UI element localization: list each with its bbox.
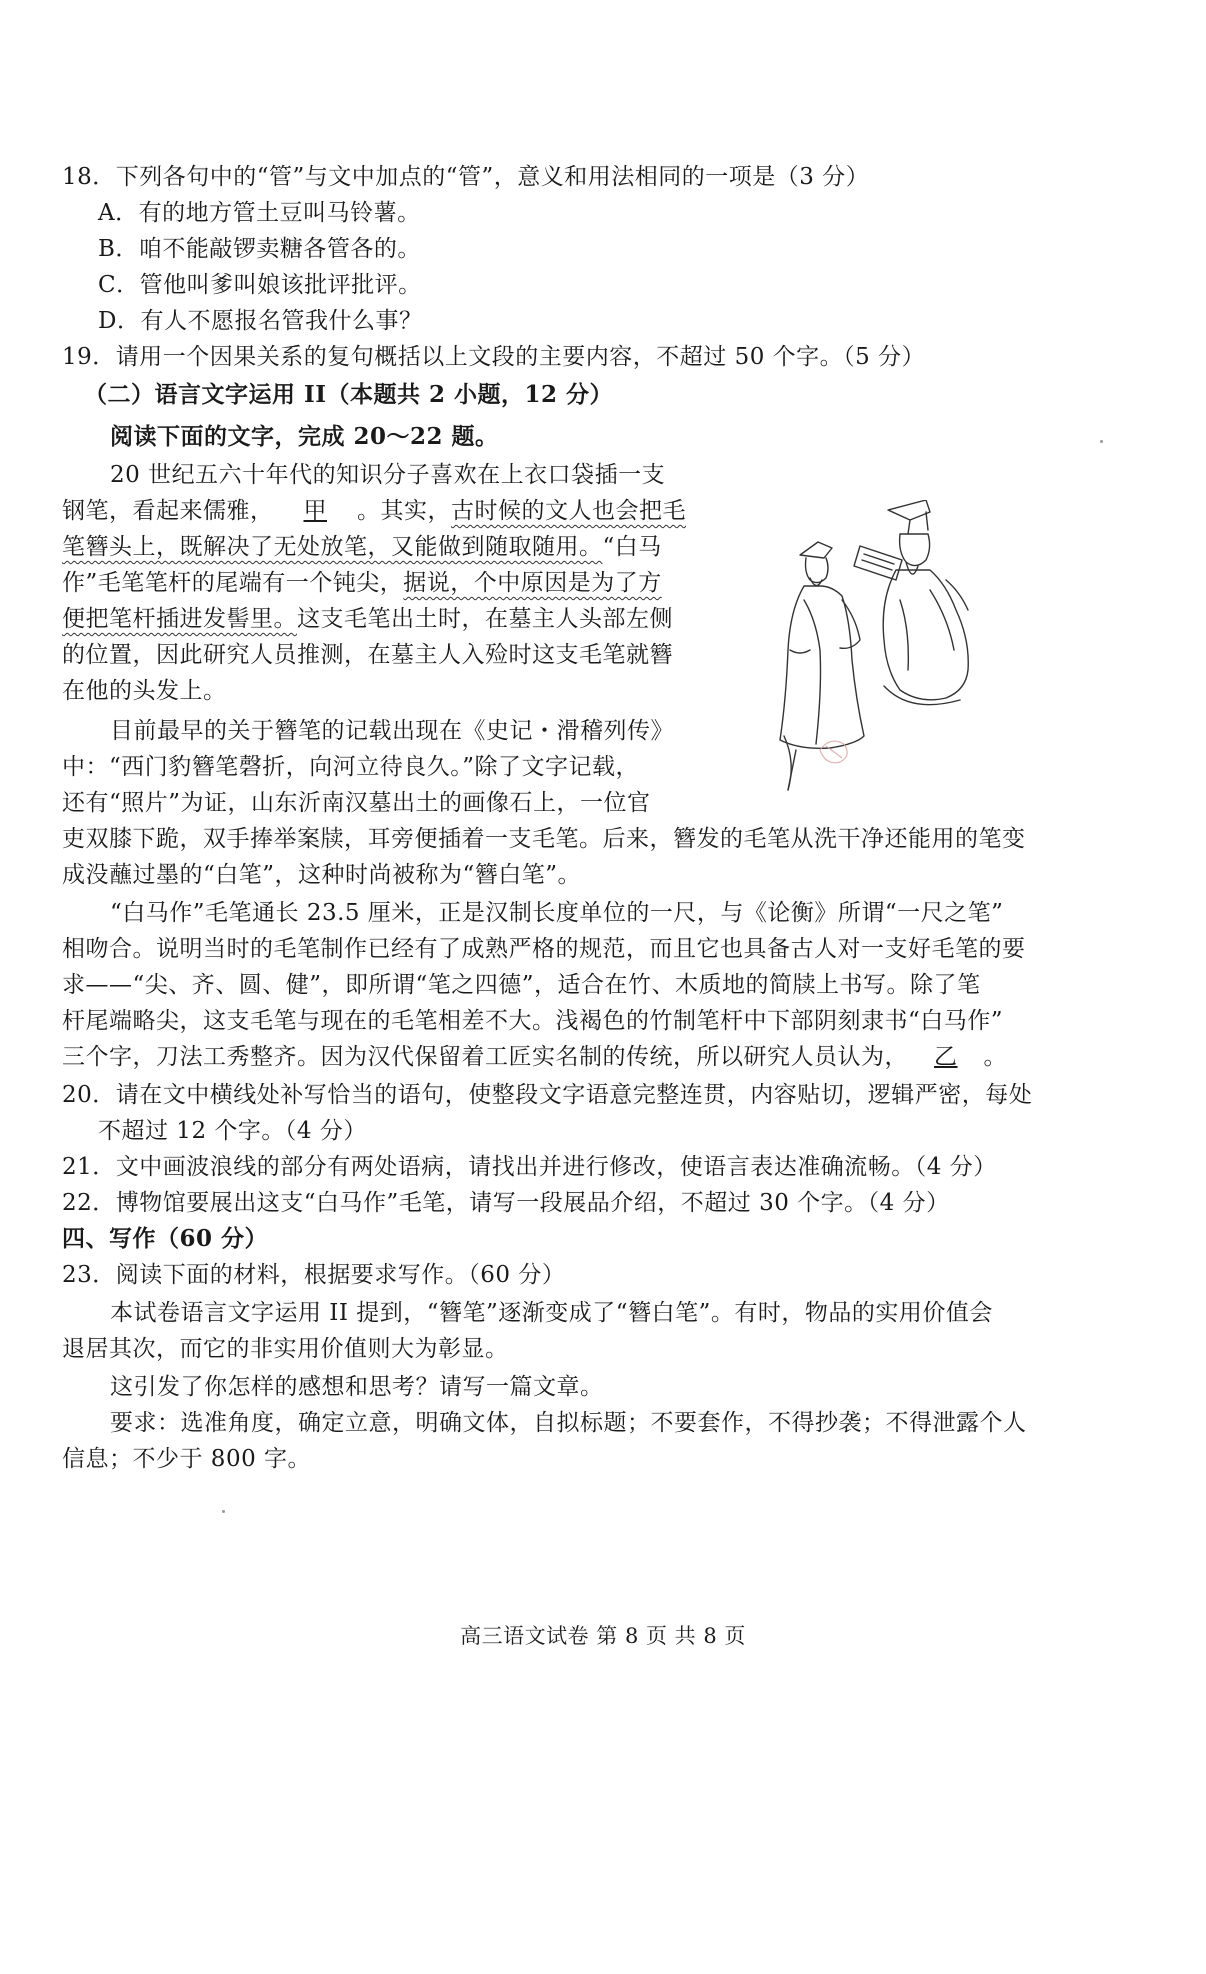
passage-line	[62, 1042, 1007, 1072]
scan-speck	[222, 1510, 225, 1513]
q23-material-line: 退居其次，而它的非实用价值则大为彰显。	[62, 1336, 509, 1362]
wavy-underlined-text: 便把笔杆插进发髻里。	[62, 606, 297, 632]
passage-line: 目前最早的关于簪笔的记载出现在《史记・滑稽列传》	[110, 718, 674, 744]
q18-stem: 18．下列各句中的“管”与文中加点的“管”，意义和用法相同的一项是（3 分）	[62, 164, 870, 190]
blank-yi: 乙	[934, 1044, 958, 1070]
q23-prompt-line: 这引发了你怎样的感想和思考？请写一篇文章。	[110, 1374, 604, 1400]
q23-requirement-line: 要求：选准角度，确定立意，明确文体，自拟标题；不要套作，不得抄袭；不得泄露个人	[110, 1410, 1027, 1436]
scan-speck	[1100, 440, 1103, 443]
wavy-underlined-text: 笔簪头上，既解决了无处放笔，又能做到随取随用。	[62, 534, 603, 560]
passage-text: 作”毛笔笔杆的尾端有一个钝尖，	[62, 570, 404, 596]
passage-line	[62, 568, 662, 598]
q21-stem: 21．文中画波浪线的部分有两处语病，请找出并进行修改，使语言表达准确流畅。（4 分）	[62, 1154, 997, 1180]
passage-line: 成没蘸过墨的“白笔”，这种时尚被称为“簪白笔”。	[62, 862, 582, 888]
passage-text: 。其实，	[357, 498, 451, 524]
wavy-underlined-text: 据说，个中原因是为了方	[403, 570, 662, 596]
han-officials-illustration	[760, 500, 1010, 800]
passage-line: 中：“西门豹簪笔磬折，向河立待良久。”除了文字记载，	[62, 754, 640, 780]
passage-line	[62, 604, 673, 634]
q23-requirement-line: 信息；不少于 800 字。	[62, 1446, 312, 1472]
q18-option-d: D．有人不愿报名管我什么事？	[98, 308, 423, 334]
passage-line: 还有“照片”为证，山东沂南汉墓出土的画像石上，一位官	[62, 790, 651, 816]
q18-option-a: A．有的地方管土豆叫马铃薯。	[98, 200, 421, 226]
page-footer: 高三语文试卷 第 8 页 共 8 页	[460, 1624, 746, 1648]
passage-text: “白马	[602, 534, 662, 560]
q20-stem-cont: 不超过 12 个字。（4 分）	[98, 1118, 367, 1144]
section2-instruction: 阅读下面的文字，完成 20～22 题。	[110, 423, 499, 450]
passage-text: 三个字，刀法工秀整齐。因为汉代保留着工匠实名制的传统，所以研究人员认为，	[62, 1044, 908, 1070]
q20-stem: 20．请在文中横线处补写恰当的语句，使整段文字语意完整连贯，内容贴切，逻辑严密，每处	[62, 1082, 1033, 1108]
passage-text: 这支毛笔出土时，在墓主人头部左侧	[297, 606, 673, 632]
passage-line	[62, 532, 662, 562]
q19-stem: 19．请用一个因果关系的复句概括以上文段的主要内容，不超过 50 个字。（5 分）	[62, 344, 926, 370]
passage-line: 20 世纪五六十年代的知识分子喜欢在上衣口袋插一支	[110, 462, 666, 488]
passage-text: 。	[983, 1044, 1007, 1070]
passage-line: 相吻合。说明当时的毛笔制作已经有了成熟严格的规范，而且它也具备古人对一支好毛笔的要	[62, 936, 1026, 962]
passage-line	[62, 496, 686, 526]
wavy-underlined-text: 古时候的文人也会把毛	[451, 498, 686, 524]
passage-line: 求——“尖、齐、圆、健”，即所谓“笔之四德”，适合在竹、木质地的简牍上书写。除了笔	[62, 972, 981, 998]
q23-stem: 23．阅读下面的材料，根据要求写作。（60 分）	[62, 1262, 566, 1288]
passage-line: 杆尾端略尖，这支毛笔与现在的毛笔相差不大。浅褐色的竹制笔杆中下部阴刻隶书“白马作”	[62, 1008, 1004, 1034]
passage-line: 吏双膝下跪，双手捧举案牍，耳旁便插着一支毛笔。后来，簪发的毛笔从洗干净还能用的笔变	[62, 826, 1026, 852]
q23-material-line: 本试卷语言文字运用 II 提到，“簪笔”逐渐变成了“簪白笔”。有时，物品的实用价值会	[110, 1300, 993, 1326]
section4-title: 四、写作（60 分）	[62, 1225, 269, 1252]
q22-stem: 22．博物馆要展出这支“白马作”毛笔，请写一段展品介绍，不超过 30 个字。（4 分）	[62, 1190, 950, 1216]
section2-title: （二）语言文字运用 II（本题共 2 小题，12 分）	[84, 381, 614, 408]
passage-text: 钢笔，看起来儒雅，	[62, 498, 274, 524]
q18-option-b: B．咱不能敲锣卖糖各管各的。	[98, 236, 421, 262]
blank-jia: 甲	[303, 498, 327, 524]
q18-option-c: C．管他叫爹叫娘该批评批评。	[98, 272, 422, 298]
passage-line: 的位置，因此研究人员推测，在墓主人入殓时这支毛笔就簪	[62, 642, 673, 668]
passage-line: 在他的头发上。	[62, 678, 227, 704]
passage-line: “白马作”毛笔通长 23.5 厘米，正是汉制长度单位的一尺，与《论衡》所谓“一尺之笔”	[110, 900, 1004, 926]
